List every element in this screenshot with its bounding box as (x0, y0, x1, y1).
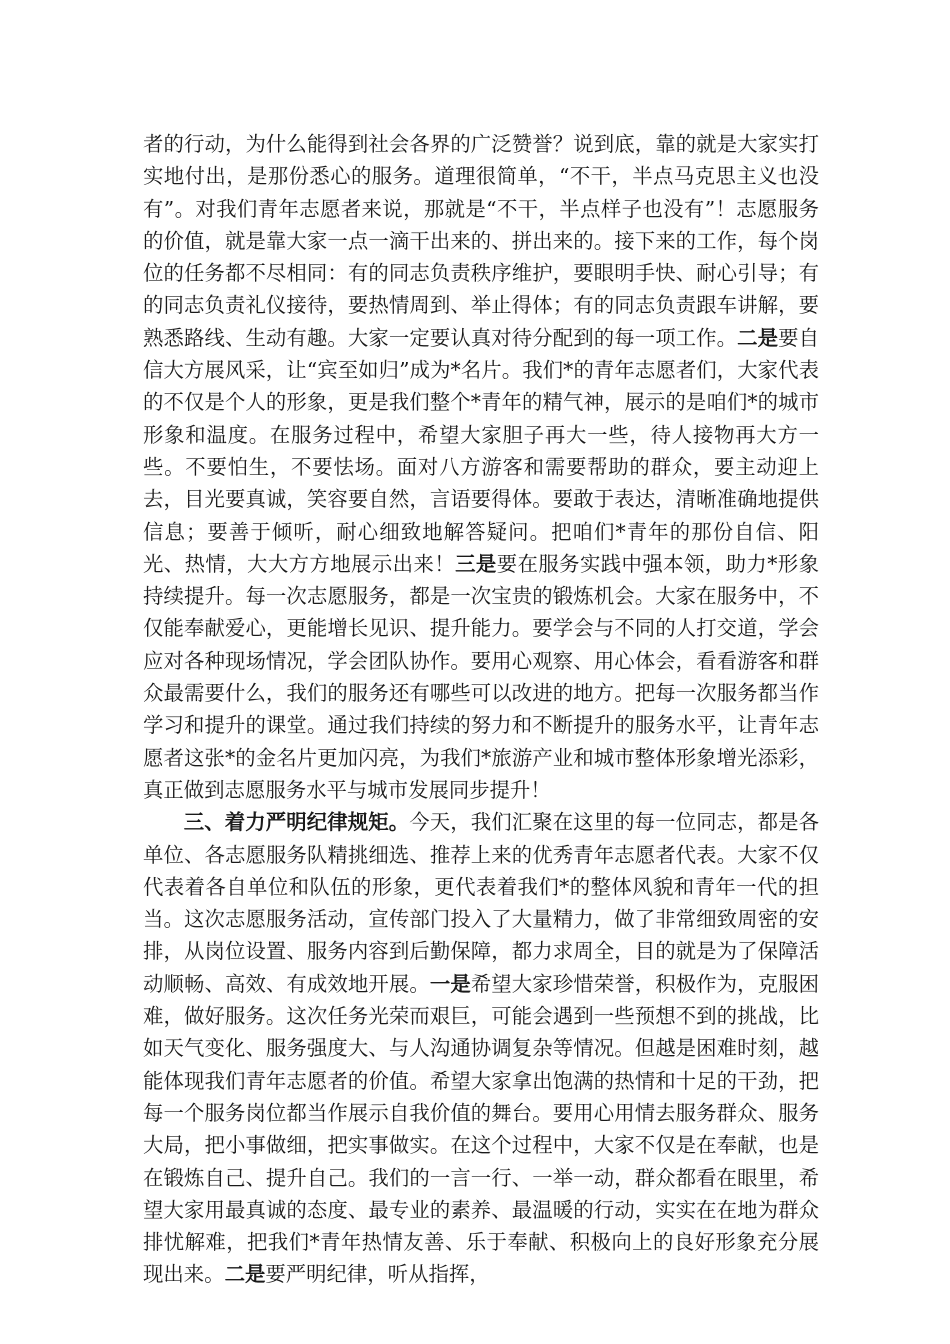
paragraph-discipline (143, 806, 819, 1290)
section-three-heading: 三、着力严明纪律规矩。 (183, 810, 410, 835)
paragraph-1-text-3: 要在服务实践中强本领，助力*形象持续提升。每一次志愿服务，都是一次宝贵的锻炼机会。大家在服务中，不仅能奉献爱心，更能增长见识、提升能力。要学会与不同的人打交道，学会应对各种现场情况，学会团队协作。要用心观察、用心体会，看看游客和群众最需要什么，我们的服务还有哪些可以改进的地方。把每一次服务都当作学习和提升的课堂。通过我们持续的努力和不断提升的服务水平，让青年志愿者这张*的金名片更加闪亮，为我们*旅游产业和城市整体形象增光添彩，真正做到志愿服务水平与城市发展同步提升！ (143, 551, 820, 802)
paragraph-volunteer-service (143, 128, 819, 806)
document-page (143, 128, 819, 1291)
paragraph-1-text-2: 要自信大方展风采，让“宾至如归”成为*名片。我们*的青年志愿者们，大家代表的不仅是个人的形象，更是我们整个*青年的精气神，展示的是咱们*的城市形象和温度。在服务过程中，希望大家胆子再大一些，待人接物再大方一些。不要怕生，不要怯场。面对八方游客和需要帮助的群众，要主动迎上去，目光要真诚，笑容要自然，言语要得体。要敢于表达，清晰准确地提供信息；要善于倾听，耐心细致地解答疑问。把咱们*青年的那份自信、阳光、热情，大大方方地展示出来！ (143, 325, 820, 576)
point-two-label-discipline: 二是 (224, 1262, 266, 1287)
point-two-label: 二是 (737, 325, 779, 350)
paragraph-2-text-3: 要严明纪律，听从指挥， (265, 1262, 490, 1287)
point-one-label: 一是 (429, 971, 471, 996)
point-three-label: 三是 (455, 551, 497, 576)
paragraph-2-text-2: 希望大家珍惜荣誉，积极作为，克服困难，做好服务。这次任务光荣而艰巨，可能会遇到一些预想不到的挑战，比如天气变化、服务强度大、与人沟通协调复杂等情况。但越是困难时刻，越能体现我们青年志愿者的价值。希望大家拿出饱满的热情和十足的干劲，把每一个服务岗位都当作展示自我价值的舞台。要用心用情去服务群众、服务大局，把小事做细，把实事做实。在这个过程中，大家不仅是在奉献，也是在锻炼自己、提升自己。我们的一言一行、一举一动，群众都看在眼里，希望大家用最真诚的态度、最专业的素养、最温暖的行动，实实在在地为群众排忧解难，把我们*青年热情友善、乐于奉献、积极向上的良好形象充分展现出来。 (143, 971, 820, 1287)
paragraph-1-text-1: 者的行动，为什么能得到社会各界的广泛赞誉？说到底，靠的就是大家实打实地付出，是那份悉心的服务。道理很简单，“不干，半点马克思主义也没有”。对我们青年志愿者来说，那就是“不干，半点样子也没有”！志愿服务的价值，就是靠大家一点一滴干出来的、拼出来的。接下来的工作，每个岗位的任务都不尽相同：有的同志负责秩序维护，要眼明手快、耐心引导；有的同志负责礼仪接待，要热情周到、举止得体；有的同志负责跟车讲解，要熟悉路线、生动有趣。大家一定要认真对待分配到的每一项工作。 (143, 132, 819, 350)
paragraph-2-text-1: 今天，我们汇聚在这里的每一位同志，都是各单位、各志愿服务队精挑细选、推荐上来的优秀青年志愿者代表。大家不仅代表着各自单位和队伍的形象，更代表着我们*的整体风貌和青年一代的担当。这次志愿服务活动，宣传部门投入了大量精力，做了非常细致周密的安排，从岗位设置、服务内容到后勤保障，都力求周全，目的就是为了保障活动顺畅、高效、有成效地开展。 (143, 810, 820, 996)
